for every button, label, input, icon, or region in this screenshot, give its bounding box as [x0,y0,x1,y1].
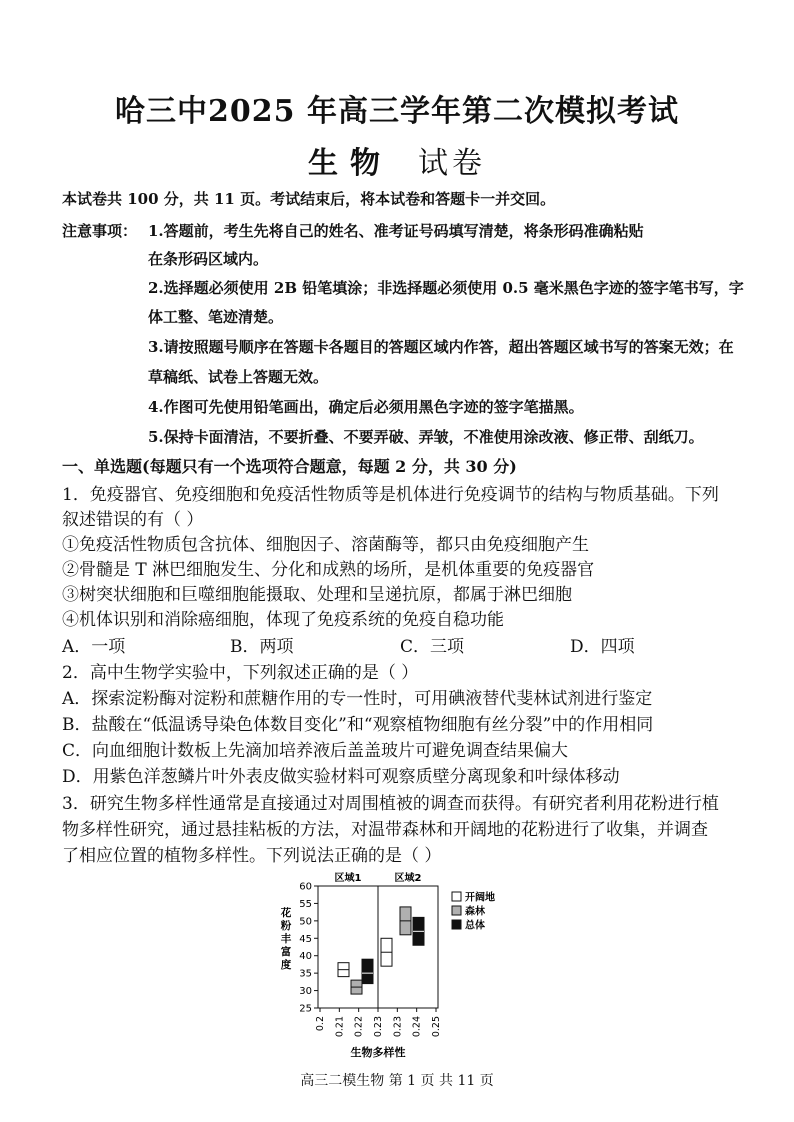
notes-label: 注意事项： [62,222,138,240]
region-label: 区域1 [334,873,362,884]
y-tick-label: 55 [299,898,312,910]
y-tick-label: 40 [299,951,312,963]
intro-text: 本试卷共 100 分，共 11 页。考试结束后，将本试卷和答题卡一并交回。 [62,190,556,208]
legend-swatch [452,892,461,901]
question-1-option-b: B．两项 [230,637,294,657]
question-1-option-d: D．四项 [570,637,635,657]
y-tick-label: 50 [299,916,312,928]
x-axis-label: 生物多样性 [350,1046,406,1059]
section-heading: 一、单选题(每题只有一个选项符合题意，每题 2 分，共 30 分) [62,457,517,476]
question-1-stem: 叙述错误的有（ ） [62,510,204,530]
y-tick-label: 60 [299,881,312,893]
question-3-stem: 了相应位置的植物多样性。下列说法正确的是（ ） [62,846,442,866]
x-tick-label: 0.25 [431,1016,442,1038]
pollen-boxplot-chart [270,866,520,1066]
note-line: 在条形码区域内。 [148,250,269,268]
question-1-item: ③树突状细胞和巨噬细胞能摄取、处理和呈递抗原，都属于淋巴细胞 [62,585,572,605]
y-tick-label: 35 [299,968,312,980]
legend-swatch [452,906,461,915]
question-3-stem: 物多样性研究，通过悬挂粘板的方法，对温带森林和开阔地的花粉进行了收集，并调查 [62,820,708,840]
y-tick-label: 25 [299,1003,312,1015]
box-总体 [362,959,373,983]
y-tick-label: 45 [299,933,312,945]
note-line: 1.答题前，考生先将自己的姓名、准考证号码填写清楚，将条形码准确粘贴 [148,222,644,240]
legend-label: 总体 [465,920,485,932]
x-tick-label: 0.23 [392,1016,404,1038]
legend-swatch [452,920,461,929]
question-1-option-c: C．三项 [400,637,465,657]
question-1-stem: 1．免疫器官、免疫细胞和免疫活性物质等是机体进行免疫调节的结构与物质基础。下列 [62,485,719,505]
question-2-option-a: A．探索淀粉酶对淀粉和蔗糖作用的专一性时，可用碘液替代斐林试剂进行鉴定 [62,689,653,709]
paper-label: 试卷 [418,146,486,181]
question-2-option-b: B．盐酸在“低温诱导染色体数目变化”和“观察植物细胞有丝分裂”中的作用相同 [62,715,654,735]
note-line: 2.选择题必须使用 2B 铅笔填涂；非选择题必须使用 0.5 毫米黑色字迹的签字笔书写，字 [148,279,744,297]
y-axis-label-char: 度 [280,959,292,971]
y-axis-label-char: 粉 [280,920,292,932]
note-line: 体工整、笔迹清楚。 [148,308,284,326]
question-1-item: ②骨髓是 T 淋巴细胞发生、分化和成熟的场所，是机体重要的免疫器官 [62,560,595,580]
page-footer: 高三二模生物 第 1 页 共 11 页 [300,1073,494,1089]
y-axis-label-char: 丰 [280,933,292,945]
x-tick-label: 0.24 [411,1016,423,1038]
x-tick-label: 0.2 [315,1016,326,1032]
region-label: 区域2 [394,873,422,884]
legend-label: 森林 [465,906,485,918]
question-1-option-a: A．一项 [62,637,126,657]
page-title: 哈三中2025 年高三学年第二次模拟考试 [115,94,679,129]
note-line: 5.保持卡面清洁，不要折叠、不要弄破、弄皱，不准使用涂改液、修正带、刮纸刀。 [148,428,704,446]
legend-label: 开阔地 [465,892,495,904]
subject-title [0,138,794,182]
y-tick-label: 30 [299,986,312,998]
question-2-option-d: D．用紫色洋葱鳞片叶外表皮做实验材料可观察质壁分离现象和叶绿体移动 [62,767,620,787]
note-line: 4.作图可先使用铅笔画出，确定后必须用黑色字迹的签字笔描黑。 [148,398,584,416]
subject-name: 生物 [308,146,392,181]
note-line: 3.请按照题号顺序在答题卡各题目的答题区域内作答，超出答题区域书写的答案无效；在 [148,338,734,356]
question-2-option-c: C．向血细胞计数板上先滴加培养液后盖盖玻片可避免调查结果偏大 [62,741,569,761]
question-1-item: ①免疫活性物质包含抗体、细胞因子、溶菌酶等，都只由免疫细胞产生 [62,535,589,555]
y-axis-label-char: 花 [280,907,292,919]
question-3-stem: 3．研究生物多样性通常是直接通过对周围植被的调查而获得。有研究者利用花粉进行植 [62,794,719,814]
question-1-item: ④机体识别和消除癌细胞，体现了免疫系统的免疫自稳功能 [62,610,504,630]
x-tick-label: 0.22 [353,1016,365,1038]
x-tick-label: 0.21 [334,1016,346,1038]
y-axis-label-char: 富 [280,946,292,958]
note-line: 草稿纸、试卷上答题无效。 [148,368,329,386]
x-tick-label: 0.23 [373,1016,384,1038]
question-2-stem: 2．高中生物学实验中，下列叙述正确的是（ ） [62,663,419,683]
